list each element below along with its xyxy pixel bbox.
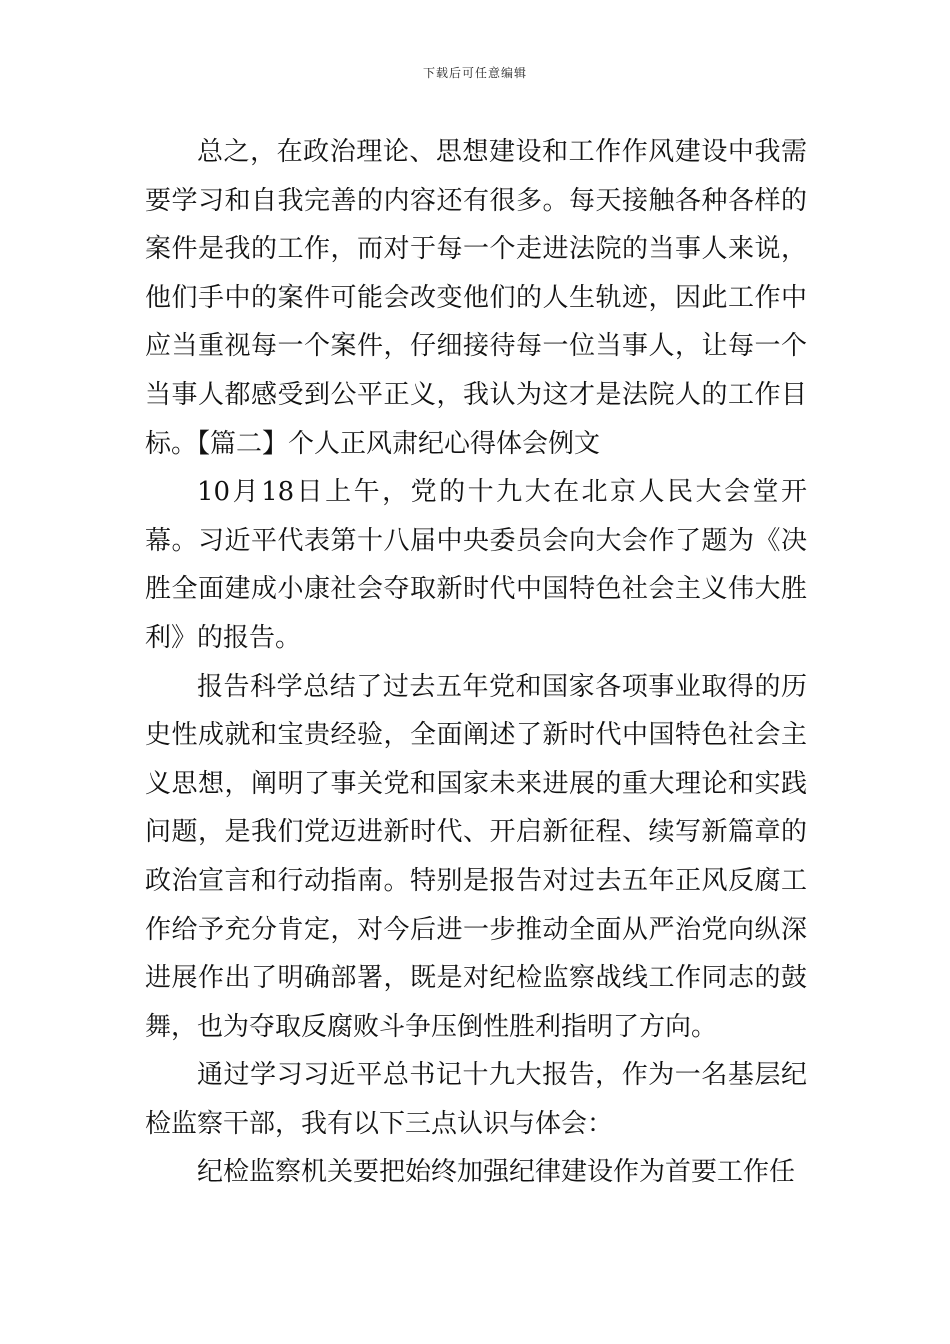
paragraph-1: 总之，在政治理论、思想建设和工作作风建设中我需要学习和自我完善的内容还有很多。每天接触各种各样的案件是我的工作，而对于每一个走进法院的当事人来说，他们手中的案件可能会改变他们的人生轨迹，因此工作中应当重视每一个案件，仔细接待每一位当事人，让每一个当事人都感受到公平正义，我认为这才是法院人的工作目标。【篇二】个人正风肃纪心得体会例文 (145, 137, 807, 459)
header-note: 下载后可任意编辑 (422, 66, 527, 80)
paragraph-5: 纪检监察机关要把始终加强纪律建设作为首要工作任 (197, 1157, 796, 1188)
paragraph-2: 10月18日上午，党的十九大在北京人民大会堂开幕。习近平代表第十八届中央委员会向大会作了题为《决胜全面建成小康社会夺取新时代中国特色社会主义伟大胜利》的报告。 (145, 477, 807, 653)
document-body (145, 128, 807, 1197)
paragraph-3: 报告科学总结了过去五年党和国家各项事业取得的历史性成就和宝贵经验，全面阐述了新时代中国特色社会主义思想，阐明了事关党和国家未来进展的重大理论和实践问题，是我们党迈进新时代、开启新征程、续写新篇章的政治宣言和行动指南。特别是报告对过去五年正风反腐工作给予充分肯定，对今后进一步推动全面从严治党向纵深进展作出了明确部署，既是对纪检监察战线工作同志的鼓舞，也为夺取反腐败斗争压倒性胜利指明了方向。 (145, 671, 807, 1042)
paragraph-4: 通过学习习近平总书记十九大报告，作为一名基层纪检监察干部，我有以下三点认识与体会： (145, 1060, 807, 1139)
